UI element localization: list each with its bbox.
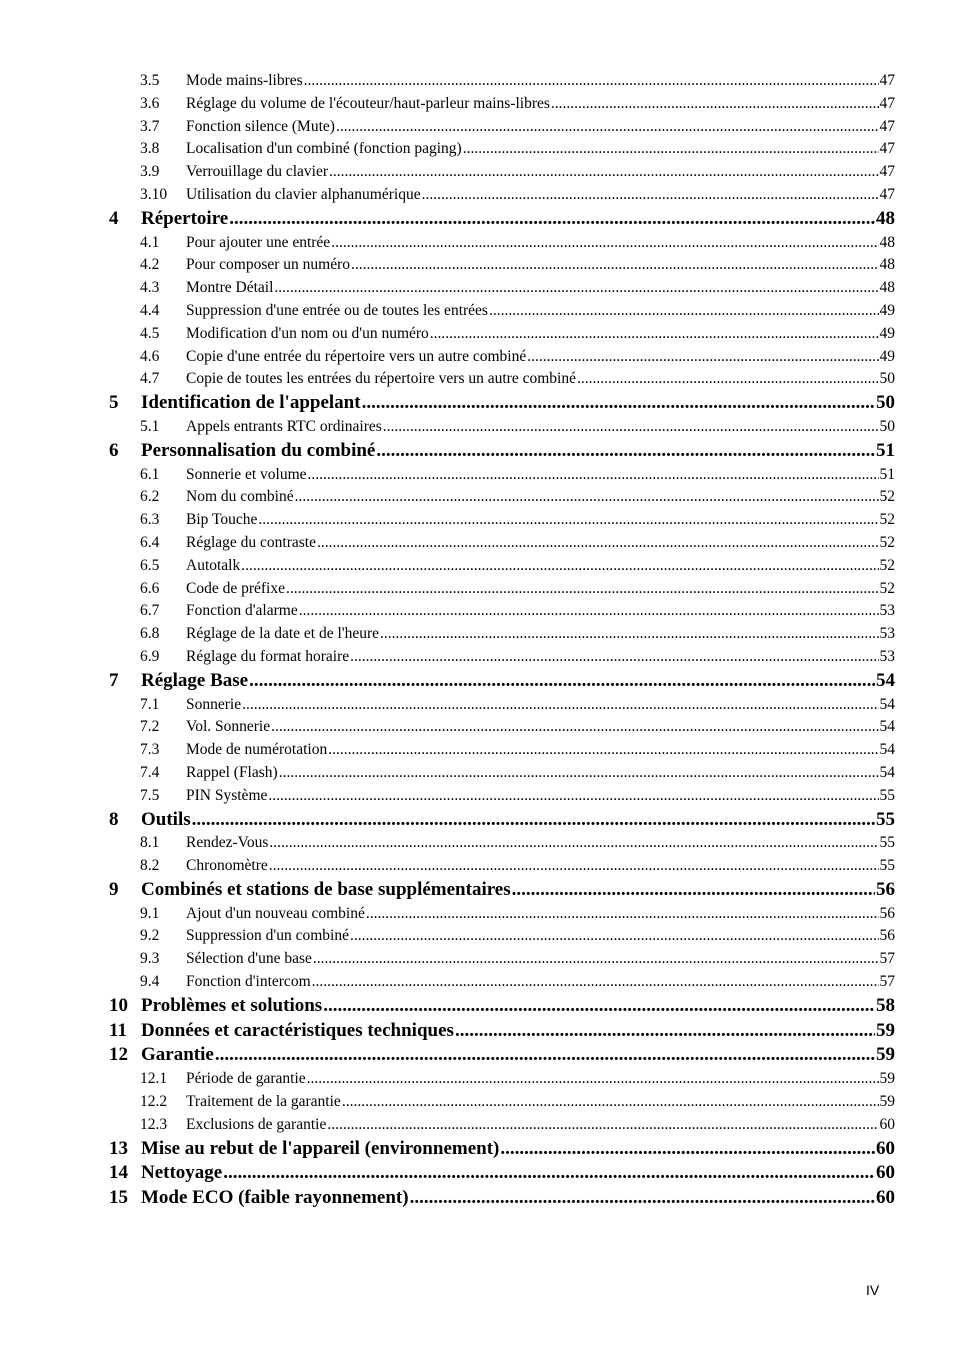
toc-section-entry[interactable] (0, 971, 895, 994)
toc-entry-page: 48 (876, 207, 895, 229)
toc-entry-number: 4.3 (140, 279, 160, 297)
toc-chapter-entry[interactable] (0, 808, 895, 833)
toc-section-entry[interactable] (0, 532, 895, 555)
toc-entry-title: Garantie (141, 1044, 214, 1066)
table-of-contents (0, 70, 954, 1211)
toc-entry-number: 7.5 (140, 786, 160, 804)
toc-entry-title: Sonnerie et volume (186, 465, 307, 483)
toc-entry-page: 53 (879, 625, 895, 643)
toc-entry-page: 54 (876, 669, 895, 691)
toc-entry-number: 9 (109, 878, 119, 900)
toc-entry-page: 48 (879, 279, 895, 297)
toc-entry-title: Pour composer un numéro (186, 256, 351, 274)
toc-entry-page: 59 (879, 1093, 895, 1111)
toc-entry-number: 3.8 (140, 140, 160, 158)
toc-entry-title: Personnalisation du combiné (141, 439, 376, 461)
toc-entry-page: 52 (879, 579, 895, 597)
toc-section-entry[interactable] (0, 254, 895, 277)
toc-entry-page: 50 (879, 417, 895, 435)
toc-entry-page: 56 (879, 904, 895, 922)
toc-section-entry[interactable] (0, 1091, 895, 1114)
toc-entry-page: 57 (879, 950, 895, 968)
toc-section-entry[interactable] (0, 903, 895, 926)
toc-section-entry[interactable] (0, 1068, 895, 1091)
toc-entry-number: 8.1 (140, 834, 160, 852)
dot-leader (489, 300, 879, 323)
toc-section-entry[interactable] (0, 509, 895, 532)
toc-entry-number: 6.1 (140, 465, 160, 483)
toc-section-entry[interactable] (0, 300, 895, 323)
dot-leader (242, 694, 878, 717)
toc-entry-title: Pour ajouter une entrée (186, 233, 331, 251)
toc-entry-title: Modification d'un nom ou d'un numéro (186, 324, 429, 342)
toc-entry-number: 4.1 (140, 233, 160, 251)
toc-section-entry[interactable] (0, 416, 895, 439)
toc-entry-number: 4.6 (140, 347, 160, 365)
toc-chapter-entry[interactable] (0, 878, 895, 903)
toc-section-entry[interactable] (0, 739, 895, 762)
toc-entry-title: Réglage Base (141, 669, 249, 691)
toc-section-entry[interactable] (0, 832, 895, 855)
toc-entry-page: 51 (876, 439, 895, 461)
toc-entry-page: 58 (876, 994, 895, 1016)
toc-entry-number: 4 (109, 207, 119, 229)
toc-entry-number: 12.2 (140, 1093, 168, 1111)
toc-entry-number: 9.4 (140, 973, 160, 991)
toc-entry-number: 5.1 (140, 417, 160, 435)
toc-entry-page: 49 (879, 347, 895, 365)
toc-chapter-entry[interactable] (0, 994, 895, 1019)
toc-entry-page: 52 (879, 556, 895, 574)
toc-entry-page: 53 (879, 647, 895, 665)
toc-entry-number: 8.2 (140, 857, 160, 875)
toc-entry-page: 48 (879, 233, 895, 251)
toc-entry-title: Sélection d'une base (186, 950, 312, 968)
dot-leader (317, 532, 879, 555)
toc-entry-title: Fonction silence (Mute) (186, 117, 335, 135)
toc-entry-title: Nettoyage (141, 1162, 223, 1184)
dot-leader (328, 739, 878, 762)
toc-section-entry[interactable] (0, 925, 895, 948)
toc-entry-number: 3.5 (140, 72, 160, 89)
toc-entry-title: Suppression d'une entrée ou de toutes les entrées (186, 301, 488, 319)
toc-section-entry[interactable] (0, 116, 895, 139)
toc-section-entry[interactable] (0, 464, 895, 487)
toc-entry-number: 6.8 (140, 625, 160, 643)
toc-entry-title: Problèmes et solutions (141, 994, 323, 1016)
dot-leader (512, 878, 875, 903)
toc-section-entry[interactable] (0, 232, 895, 255)
toc-entry-number: 12 (109, 1044, 128, 1066)
dot-leader (527, 346, 878, 369)
toc-entry-page: 47 (879, 72, 895, 89)
toc-entry-title: Identification de l'appelant (141, 392, 361, 414)
toc-section-entry[interactable] (0, 948, 895, 971)
toc-entry-page: 56 (876, 878, 895, 900)
toc-entry-title: Rendez-Vous (186, 834, 269, 852)
toc-entry-page: 53 (879, 602, 895, 620)
toc-entry-title: Réglage de la date et de l'heure (186, 625, 380, 643)
dot-leader (577, 368, 879, 391)
dot-leader (192, 808, 875, 833)
toc-entry-page: 54 (879, 718, 895, 736)
toc-entry-number: 3.9 (140, 163, 160, 181)
toc-entry-number: 7 (109, 669, 119, 691)
toc-section-entry[interactable] (0, 855, 895, 878)
dot-leader (304, 70, 879, 93)
dot-leader (455, 1019, 875, 1044)
toc-section-entry[interactable] (0, 93, 895, 116)
dot-leader (551, 93, 879, 116)
toc-entry-title: Rappel (Flash) (186, 763, 278, 781)
dot-leader (223, 1161, 875, 1186)
toc-section-entry[interactable] (0, 277, 895, 300)
dot-leader (215, 1043, 875, 1068)
dot-leader (376, 439, 875, 464)
toc-section-entry[interactable] (0, 600, 895, 623)
page-number: IV (866, 1282, 880, 1298)
toc-entry-title: Exclusions de garantie (186, 1115, 327, 1133)
toc-entry-page: 55 (879, 857, 895, 875)
dot-leader (295, 486, 879, 509)
dot-leader (268, 785, 878, 808)
toc-section-entry[interactable] (0, 1114, 895, 1137)
toc-entry-page: 55 (879, 786, 895, 804)
toc-entry-title: Données et caractéristiques techniques (141, 1019, 454, 1041)
toc-entry-page: 47 (879, 163, 895, 181)
toc-section-entry[interactable] (0, 368, 895, 391)
toc-entry-page: 49 (879, 324, 895, 342)
dot-leader (327, 1114, 878, 1137)
dot-leader (463, 138, 879, 161)
toc-entry-title: Mode mains-libres (186, 72, 303, 89)
toc-entry-page: 51 (879, 465, 895, 483)
toc-section-entry[interactable] (0, 694, 895, 717)
toc-section-entry[interactable] (0, 138, 895, 161)
dot-leader (329, 161, 878, 184)
dot-leader (331, 232, 878, 255)
toc-section-entry[interactable] (0, 785, 895, 808)
toc-entry-title: Copie d'une entrée du répertoire vers un autre combiné (186, 347, 527, 365)
toc-entry-page: 59 (876, 1044, 895, 1066)
toc-entry-title: Code de préfixe (186, 579, 285, 597)
toc-entry-page: 59 (876, 1019, 895, 1041)
toc-entry-number: 5 (109, 392, 119, 414)
toc-section-entry[interactable] (0, 555, 895, 578)
dot-leader (286, 578, 879, 601)
toc-section-entry[interactable] (0, 578, 895, 601)
toc-chapter-entry[interactable] (0, 207, 895, 232)
dot-leader (323, 994, 875, 1019)
toc-chapter-entry[interactable] (0, 1137, 895, 1162)
toc-entry-number: 6.6 (140, 579, 160, 597)
dot-leader (241, 555, 878, 578)
toc-entry-page: 52 (879, 511, 895, 529)
toc-entry-page: 54 (879, 741, 895, 759)
dot-leader (313, 948, 879, 971)
toc-chapter-entry[interactable] (0, 391, 895, 416)
toc-entry-page: 59 (879, 1070, 895, 1088)
toc-entry-page: 47 (879, 140, 895, 158)
toc-entry-page: 60 (876, 1187, 895, 1209)
toc-entry-number: 6.5 (140, 556, 160, 574)
toc-entry-number: 13 (109, 1137, 128, 1159)
toc-entry-page: 48 (879, 256, 895, 274)
toc-section-entry[interactable] (0, 486, 895, 509)
toc-entry-number: 6.3 (140, 511, 160, 529)
toc-entry-title: Verrouillage du clavier (186, 163, 329, 181)
toc-chapter-entry[interactable] (0, 669, 895, 694)
dot-leader (269, 855, 879, 878)
toc-entry-title: Période de garantie (186, 1070, 306, 1088)
dot-leader (500, 1137, 875, 1162)
dot-leader (307, 1068, 879, 1091)
toc-entry-number: 4.7 (140, 370, 160, 388)
toc-entry-number: 6.7 (140, 602, 160, 620)
toc-entry-title: Réglage du volume de l'écouteur/haut-parleur mains-libres (186, 94, 550, 112)
toc-entry-page: 50 (879, 370, 895, 388)
toc-entry-number: 7.1 (140, 695, 160, 713)
dot-leader (422, 184, 879, 207)
toc-entry-number: 7.3 (140, 741, 160, 759)
toc-entry-title: Utilisation du clavier alphanumérique (186, 185, 421, 203)
toc-entry-page: 54 (879, 763, 895, 781)
toc-entry-number: 3.6 (140, 94, 160, 112)
toc-chapter-entry[interactable] (0, 1186, 895, 1211)
dot-leader (308, 464, 879, 487)
toc-entry-title: Autotalk (186, 556, 241, 574)
toc-section-entry[interactable] (0, 70, 895, 93)
toc-entry-page: 52 (879, 488, 895, 506)
dot-leader (312, 971, 879, 994)
toc-entry-title: Réglage du contraste (186, 533, 316, 551)
toc-entry-page: 47 (879, 94, 895, 112)
toc-entry-page: 60 (876, 1137, 895, 1159)
toc-entry-number: 6.4 (140, 533, 160, 551)
toc-entry-number: 7.4 (140, 763, 160, 781)
toc-entry-number: 9.1 (140, 904, 160, 922)
toc-entry-number: 3.10 (140, 185, 168, 203)
toc-entry-number: 10 (109, 994, 128, 1016)
toc-entry-title: Sonnerie (186, 695, 242, 713)
toc-entry-number: 14 (109, 1162, 128, 1184)
toc-entry-page: 49 (879, 301, 895, 319)
toc-entry-title: Combinés et stations de base supplémentaires (141, 878, 511, 900)
toc-chapter-entry[interactable] (0, 1043, 895, 1068)
toc-entry-title: Mode ECO (faible rayonnement) (141, 1187, 409, 1209)
toc-entry-page: 60 (876, 1162, 895, 1184)
dot-leader (430, 323, 879, 346)
toc-entry-title: Mise au rebut de l'appareil (environnement) (141, 1137, 500, 1159)
toc-entry-title: Localisation d'un combiné (fonction paging) (186, 140, 462, 158)
toc-entry-title: Fonction d'intercom (186, 973, 311, 991)
toc-entry-title: Ajout d'un nouveau combiné (186, 904, 365, 922)
toc-entry-number: 11 (109, 1019, 127, 1041)
dot-leader (336, 116, 879, 139)
toc-chapter-entry[interactable] (0, 1161, 895, 1186)
dot-leader (249, 669, 875, 694)
toc-chapter-entry[interactable] (0, 439, 895, 464)
toc-entry-number: 9.3 (140, 950, 160, 968)
dot-leader (299, 600, 879, 623)
toc-entry-title: PIN Système (186, 786, 268, 804)
dot-leader (362, 391, 875, 416)
dot-leader (410, 1186, 875, 1211)
dot-leader (350, 646, 878, 669)
dot-leader (274, 277, 878, 300)
dot-leader (279, 762, 879, 785)
toc-section-entry[interactable] (0, 184, 895, 207)
dot-leader (258, 509, 878, 532)
dot-leader (351, 254, 878, 277)
toc-entry-number: 7.2 (140, 718, 160, 736)
toc-entry-number: 8 (109, 808, 119, 830)
toc-entry-number: 4.4 (140, 301, 160, 319)
dot-leader (366, 903, 879, 926)
toc-entry-page: 50 (876, 392, 895, 414)
toc-entry-number: 12.1 (140, 1070, 168, 1088)
toc-section-entry[interactable] (0, 623, 895, 646)
toc-entry-page: 57 (879, 973, 895, 991)
toc-entry-title: Réglage du format horaire (186, 647, 350, 665)
toc-entry-page: 56 (879, 927, 895, 945)
toc-entry-title: Montre Détail (186, 279, 274, 297)
dot-leader (380, 623, 878, 646)
toc-entry-page: 52 (879, 533, 895, 551)
toc-entry-title: Traitement de la garantie (186, 1093, 341, 1111)
toc-entry-number: 6.2 (140, 488, 160, 506)
toc-section-entry[interactable] (0, 762, 895, 785)
toc-section-entry[interactable] (0, 346, 895, 369)
dot-leader (229, 207, 875, 232)
toc-entry-page: 60 (879, 1115, 895, 1133)
toc-section-entry[interactable] (0, 161, 895, 184)
dot-leader (271, 716, 878, 739)
toc-entry-number: 6 (109, 439, 119, 461)
toc-entry-page: 55 (879, 834, 895, 852)
toc-entry-title: Fonction d'alarme (186, 602, 298, 620)
toc-entry-number: 12.3 (140, 1115, 168, 1133)
toc-entry-page: 47 (879, 117, 895, 135)
toc-entry-title: Appels entrants RTC ordinaires (186, 417, 382, 435)
toc-section-entry[interactable] (0, 323, 895, 346)
toc-entry-page: 55 (876, 808, 895, 830)
toc-entry-page: 54 (879, 695, 895, 713)
dot-leader (383, 416, 879, 439)
toc-entry-title: Nom du combiné (186, 488, 294, 506)
toc-entry-title: Vol. Sonnerie (186, 718, 271, 736)
toc-entry-title: Répertoire (141, 207, 229, 229)
toc-entry-number: 3.7 (140, 117, 160, 135)
toc-entry-title: Chronomètre (186, 857, 268, 875)
toc-chapter-entry[interactable] (0, 1019, 895, 1044)
toc-entry-number: 15 (109, 1187, 128, 1209)
dot-leader (350, 925, 879, 948)
toc-entry-title: Suppression d'un combiné (186, 927, 349, 945)
dot-leader (342, 1091, 879, 1114)
dot-leader (269, 832, 878, 855)
toc-entry-number: 4.2 (140, 256, 160, 274)
toc-entry-number: 6.9 (140, 647, 160, 665)
toc-section-entry[interactable] (0, 716, 895, 739)
toc-entry-title: Outils (141, 808, 191, 830)
toc-entry-title: Bip Touche (186, 511, 258, 529)
toc-entry-title: Mode de numérotation (186, 741, 328, 759)
toc-entry-page: 47 (879, 185, 895, 203)
toc-entry-title: Copie de toutes les entrées du répertoire vers un autre combiné (186, 370, 576, 388)
toc-section-entry[interactable] (0, 646, 895, 669)
toc-entry-number: 9.2 (140, 927, 160, 945)
toc-entry-number: 4.5 (140, 324, 160, 342)
